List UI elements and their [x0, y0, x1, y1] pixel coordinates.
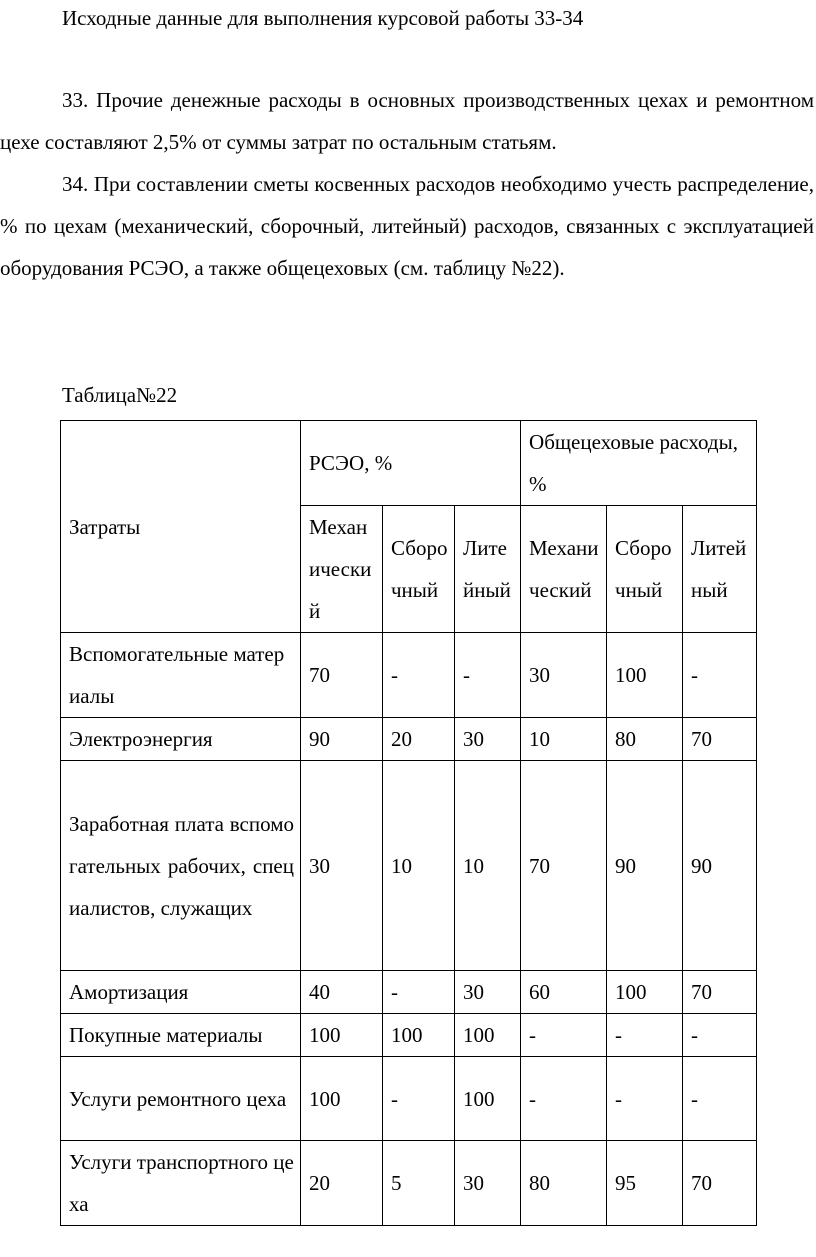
- paragraph-34: 34. При составлении сметы косвенных расходов необходимо учесть распределение, % по цехам (механический, сборочный, литейный) расходов, связанных с эксплуатацией оборудования РСЭО, а также общецеховых (см. таблицу №22).: [0, 172, 814, 280]
- cell-value: 20: [301, 1141, 383, 1226]
- cell-value: 90: [301, 718, 383, 761]
- cell-value: 70: [521, 761, 607, 971]
- subheader-rseo-assembly: Сборочный: [383, 506, 455, 633]
- cell-value: 80: [521, 1141, 607, 1226]
- table-row: [61, 633, 757, 718]
- cell-value: 5: [383, 1141, 455, 1226]
- row-label: Амортизация: [61, 971, 301, 1014]
- header-costs: Затраты: [61, 421, 301, 633]
- cell-value: -: [521, 1014, 607, 1057]
- cell-value: -: [521, 1057, 607, 1141]
- table-row: [61, 761, 757, 971]
- row-label: Покупные материалы: [61, 1014, 301, 1057]
- cost-distribution-table: [60, 420, 757, 1226]
- cell-value: 60: [521, 971, 607, 1014]
- cell-value: 100: [607, 971, 683, 1014]
- cell-value: 100: [383, 1014, 455, 1057]
- row-label: Услуги ремонтного цеха: [61, 1057, 301, 1141]
- cell-value: -: [607, 1057, 683, 1141]
- cell-value: 70: [683, 718, 757, 761]
- cell-value: 20: [383, 718, 455, 761]
- cell-value: -: [455, 633, 521, 718]
- cell-value: 100: [455, 1014, 521, 1057]
- table-row: [61, 1141, 757, 1226]
- cell-value: 10: [383, 761, 455, 971]
- paragraph-33: 33. Прочие денежные расходы в основных производственных цехах и ремонтном цехе составляют 2,5% от суммы затрат по остальным статьям.: [0, 88, 814, 154]
- cell-value: 90: [607, 761, 683, 971]
- cell-value: 95: [607, 1141, 683, 1226]
- subheader-rseo-mechanical: Механический: [301, 506, 383, 633]
- cell-value: 70: [683, 971, 757, 1014]
- table-header-row-groups: [61, 421, 757, 506]
- header-rseo: РСЭО, %: [301, 421, 521, 506]
- cell-value: 90: [683, 761, 757, 971]
- cell-value: 40: [301, 971, 383, 1014]
- document-heading: Исходные данные для выполнения курсовой работы 33-34: [62, 6, 584, 30]
- cell-value: -: [383, 1057, 455, 1141]
- cell-value: 80: [607, 718, 683, 761]
- table-caption: Таблица№22: [62, 383, 178, 407]
- row-label: Электроэнергия: [61, 718, 301, 761]
- table-row: [61, 1014, 757, 1057]
- subheader-general-foundry: Литейный: [683, 506, 757, 633]
- cell-value: 70: [301, 633, 383, 718]
- cell-value: 30: [521, 633, 607, 718]
- cell-value: 10: [521, 718, 607, 761]
- cell-value: 30: [455, 971, 521, 1014]
- row-label: Заработная плата вспомогательных рабочих, специалистов, служащих: [61, 761, 301, 971]
- table-row: [61, 718, 757, 761]
- table-row: [61, 971, 757, 1014]
- cell-value: 100: [455, 1057, 521, 1141]
- subheader-general-assembly: Сборочный: [607, 506, 683, 633]
- cell-value: 100: [301, 1057, 383, 1141]
- cell-value: -: [607, 1014, 683, 1057]
- cell-value: 30: [455, 1141, 521, 1226]
- row-label: Услуги транспортного цеха: [61, 1141, 301, 1226]
- cell-value: 100: [607, 633, 683, 718]
- cell-value: 100: [301, 1014, 383, 1057]
- subheader-rseo-foundry: Литейный: [455, 506, 521, 633]
- cell-value: 30: [301, 761, 383, 971]
- cell-value: -: [383, 633, 455, 718]
- table-row: [61, 1057, 757, 1141]
- cell-value: 70: [683, 1141, 757, 1226]
- cell-value: -: [683, 633, 757, 718]
- cell-value: -: [683, 1057, 757, 1141]
- cell-value: 30: [455, 718, 521, 761]
- cell-value: -: [383, 971, 455, 1014]
- header-general-shop: Общецеховые расходы, %: [521, 421, 757, 506]
- cell-value: -: [683, 1014, 757, 1057]
- subheader-general-mechanical: Механический: [521, 506, 607, 633]
- row-label: Вспомогательные материалы: [61, 633, 301, 718]
- cell-value: 10: [455, 761, 521, 971]
